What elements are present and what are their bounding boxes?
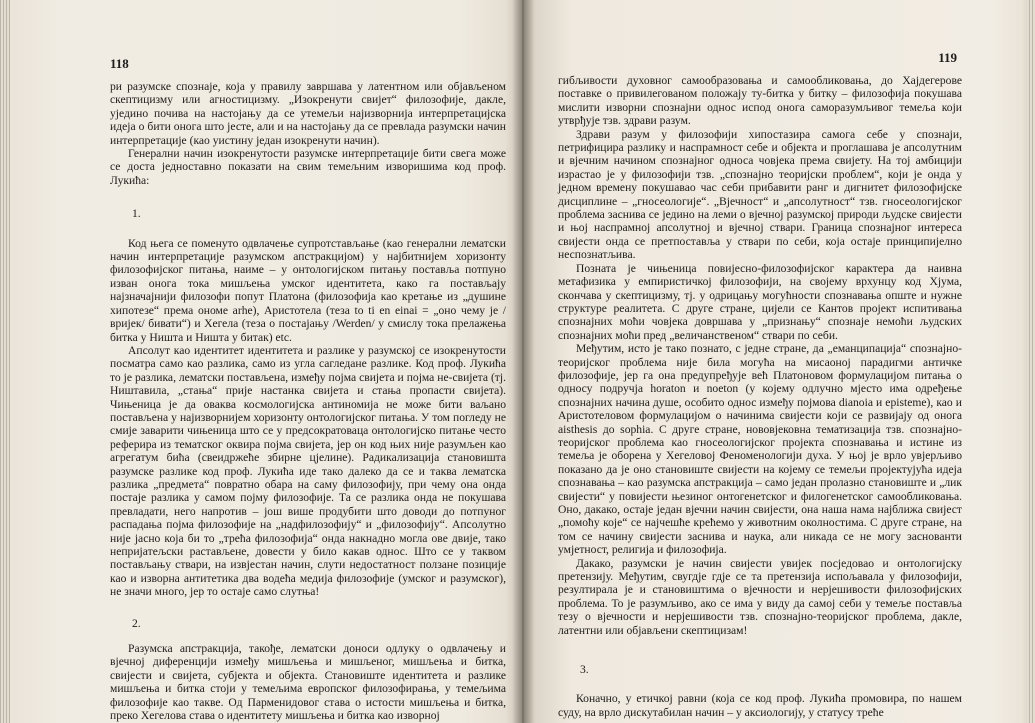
paragraph: Међутим, исто је тако познато, с једне стране, да „еманципација“ спознајно-теоријског проблема није била могућа на мисаоној парадигми античке филозофије, јер га она предупређује већ Платоновом формулацијом питања о односу подручја horaton и noeton (у којему одлучно мјесто има одређење спознајних начина душе, особито однос између појмова dianoia и episteme), као и Аристотеловом формулацијом о начинима свијести који се развијају од онога aisthesis до sophia. С друге стране, нововјековна тематизација тзв. спознајно-теоријског проблема као гносеологијског пројекта спознавања и истине из темеља је оборена у Хегеловој Феноменологији духа. У њој је врло увјерљиво показано да је оно становиште свијести на којему се темељи пројектујућа идеја спознавања – као разумска апстракција – само један пролазно становиште и „лик свијести“ у повијести њезиног онтогенетског и филогенетског самообликовања. Оно, дакако, остаје један вјечни начин свијести, она наша нама најближа свијест „помоћу које“ се најчешће крећемо у животним околностима. С друге стране, на том се начину свијести заснива и наука, али никада се не могу заснованти умјетност, религија и филозофија. (558, 342, 962, 557)
paragraph: Апсолут као идентитет идентитета и разлике у разумској се изокренутости посматра само као разлика, само из угла сагледане разлике. Код проф. Лукића то је разлика, лематски постављена, између појма свијета и појма не-свијета (тј. Ништавила, „стања“ прије настанка свијета и стања пропасти свијета). Чињеница је да оваква космологијска антиномија не може бити ваљано постављена у најизворнијем хоризонту онтологијског питања. У том погледу не смије заварити чињеница што се у предсократоваца онтологијско питање често реферира из тематског оквира појма свијета, јер он код њих није разумљен као агрегатум бића (свеидржеће збирне цјелине). Радикализација становишта разумске разлике код проф. Лукића иде тако далеко да се и таква лематска разлика „предмета“ повратно обара на саму филозофију, при чему она онда постаје разлика у самом појму филозофије. Та се разлика онда не покушава превладати, него напротив – још више продубити што доводи до потпуног распадања појма филозофије на „надфилозофију“ и „филозофију“. Апсолутно није јасно која би то „трећа филозофија“ онда накнадно могла ове двије, тако непријатељски растављене, довести у било какав однос. Што се у таквом постављању ствари, на извјестан начин, слути недостатност ползане позиције као и изворна антитетика два водећа медија филозофије (умског и разумског), не значи много, јер то остаје само слутња! (110, 343, 506, 599)
paragraph: Позната је чињеница повијесно-филозофијског карактера да наивна метафизика у емпиристичкој филозофији, на својему врхунцу код Хјума, скончава у скептицизму, тј. у одрицању могућности спознавања опште и нужне структуре реалитета. С друге стране, цијели се Кантов пројект испитивања спознајних моћи човјека довршава у „признању“ спознаје немоћи људских спознајних моћи пред „величанственом“ ствари по себи. (558, 261, 962, 342)
section-number: 1. (132, 207, 141, 221)
paragraph: гибљивости духовног самообразовања и самообликовања, до Хајдегерове поставке о привилегованом положају ту-битка у битку – филозофија покушава мислити изворни спознајни однос испод онога саморазумљивог темеља који утврђује тзв. здрави разум. (558, 74, 962, 128)
page-number-right: 119 (938, 50, 957, 65)
right-page-text (558, 74, 962, 719)
left-page-edges (0, 0, 10, 723)
paragraph: ри разумске спознаје, која у правилу завршава у латентном или објављеном скептицизму или агностицизму. „Изокренути свијет“ филозофије, дакле, ујединo почива на настојању да се утемељи најизворнија интерпретацијска идеја о бити онога што јесте, али и на настојању да се превлада разумски начин интерпретације (као уистину један изокренути начин). (110, 80, 506, 147)
paragraph: Здрави разум у филозофији хипостазира самога себе у спознаји, петрифицира разлику и наспрамност себе и објекта и проглашава је апсолутним и вјечним начином спознајног односа човјека према свијету. На тој амбицији израстао је у филозофији тзв. „спознајно теоријски проблем“, који је онда у једном времену покушавао час себи прибавити ранг и дигнитет филозофијске дисциплине – „гносеологије“. „Вјечност“ и „апсолутност“ тзв. гносеологијског проблема заснива се једино на леми о вјечној разумској природи људске свијести и њој наспрамној апсолутној и вјечној ствари. Граница спознајног интереса свијести онда се претпоставља у ствари по себи, која остаје принципијелно неспознатљива. (558, 127, 962, 262)
section-number: 2. (132, 616, 141, 630)
paragraph: Коначно, у етичкој равни (која се код проф. Лукића промовира, по нашем суду, на врло дискутабилан начин – у аксиологију, у статусу треће (558, 692, 962, 719)
paragraph: Код њега се поменуто одвлачење супротстављање (као генерални лематски начин интерпретације разумском апстракцијом) у најбитнијем хоризонту филозофијског питања, наиме – у онтологијском питању поставља потпуно изван онога тока мишљења умског идентитета, како га постављају најзначајнији филозофи попут Платона (филозофија као кретање из „душине хипотезе“ према ономе arhe), Аристотела (теза to ti en einai = „оно чему је /вријек/ бивати“) и Хегела (теза о постајању /Werden/ у смислу тока прелажења битка у Ништа и Ништа у битак) etc. (110, 236, 506, 344)
right-page (522, 0, 1035, 723)
right-page-edges (1027, 0, 1035, 723)
paragraph: Дакако, разумски је начин свијести увијек посједовао и онтологијску претензију. Међутим, свугдје гдје се та претензија испољавала у филозофији, резултирала је и становиштима о вјечности и нерјешивости филозофијских проблема. То је разумљиво, ако се има у виду да самој себи у темеље поставља тезу о вјечности и нерјешивости тзв. спознајно-теоријског проблема, дакле, латентни или објављени скептицизам! (558, 556, 962, 637)
page-number-left: 118 (110, 56, 129, 71)
left-page-text (110, 80, 506, 722)
paragraph: Генерални начин изокренутости разумске интерпретације бити свега може се доста једноставно показати на свим темељним изворишима код проф. Лукића: (110, 147, 506, 187)
section-number: 3. (580, 663, 589, 677)
paragraph: Разумска апстракција, такође, лематски доноси одлуку о одвлачењу и вјечној диференцији између мишљења и мишљеног, мишљења и битка, свијести и свијета, субјекта и објекта. Становиште идентитета и разлике мишљења и битка стоји у темељима европског филозофирања, у темељима филозофије као такве. Од Парменидовог става о истости мишљења и битка, преко Хегелова става о идентитету мишљења и битка као изворној (110, 642, 506, 723)
book-gutter (512, 0, 534, 723)
